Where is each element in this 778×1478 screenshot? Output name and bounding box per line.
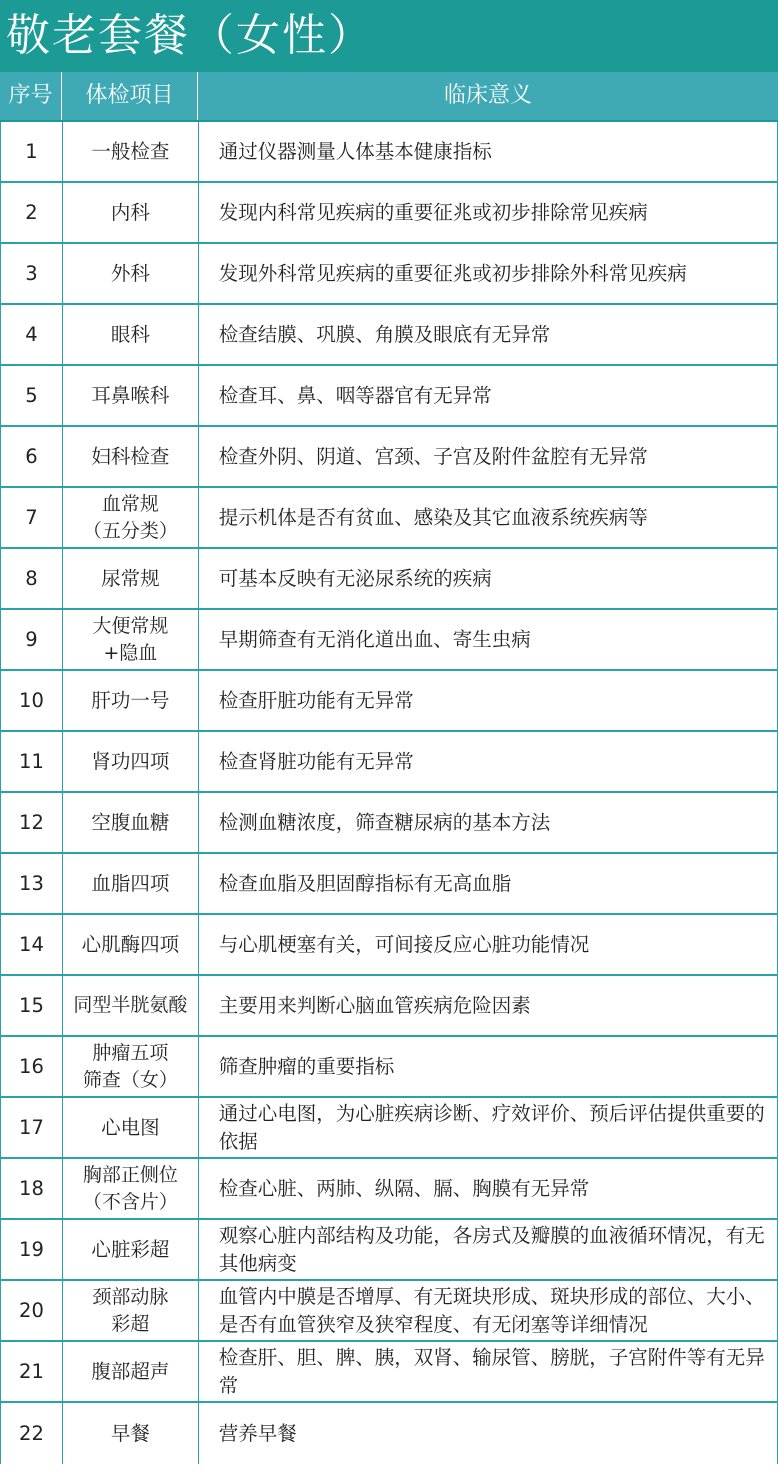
row-index: 20 bbox=[1, 1281, 63, 1340]
row-item: 心肌酶四项 bbox=[63, 915, 199, 974]
header-item: 体检项目 bbox=[62, 72, 198, 120]
table-row bbox=[1, 610, 778, 671]
row-meaning: 营养早餐 bbox=[199, 1403, 778, 1464]
row-item: 早餐 bbox=[63, 1403, 199, 1464]
row-index: 17 bbox=[1, 1098, 63, 1157]
row-item: 内科 bbox=[63, 183, 199, 242]
row-index: 11 bbox=[1, 732, 63, 791]
row-index: 14 bbox=[1, 915, 63, 974]
row-item: 耳鼻喉科 bbox=[63, 366, 199, 425]
table-row bbox=[1, 976, 778, 1037]
table-header bbox=[0, 72, 778, 122]
table-row bbox=[1, 366, 778, 427]
row-index: 2 bbox=[1, 183, 63, 242]
table-row bbox=[1, 1159, 778, 1220]
row-item: 眼科 bbox=[63, 305, 199, 364]
row-index: 21 bbox=[1, 1342, 63, 1401]
table-row bbox=[1, 854, 778, 915]
row-item: 颈部动脉 彩超 bbox=[63, 1281, 199, 1340]
row-meaning: 观察心脏内部结构及功能，各房式及瓣膜的血液循环情况，有无其他病变 bbox=[199, 1220, 778, 1279]
table-row bbox=[1, 305, 778, 366]
table-row bbox=[1, 1403, 778, 1464]
table-row bbox=[1, 549, 778, 610]
row-meaning: 检查肝、胆、脾、胰，双肾、输尿管、膀胱，子宫附件等有无异常 bbox=[199, 1342, 778, 1401]
row-item: 肿瘤五项 筛查（女） bbox=[63, 1037, 199, 1096]
table-row bbox=[1, 488, 778, 549]
row-meaning: 通过仪器测量人体基本健康指标 bbox=[199, 122, 778, 181]
row-item: 一般检查 bbox=[63, 122, 199, 181]
row-meaning: 主要用来判断心脑血管疾病危险因素 bbox=[199, 976, 778, 1035]
table-row bbox=[1, 1220, 778, 1281]
row-index: 9 bbox=[1, 610, 63, 669]
table-row bbox=[1, 671, 778, 732]
row-index: 16 bbox=[1, 1037, 63, 1096]
row-item: 血脂四项 bbox=[63, 854, 199, 913]
row-index: 1 bbox=[1, 122, 63, 181]
row-index: 3 bbox=[1, 244, 63, 303]
header-index: 序号 bbox=[0, 72, 62, 120]
table-row bbox=[1, 244, 778, 305]
row-index: 8 bbox=[1, 549, 63, 608]
row-index: 22 bbox=[1, 1403, 63, 1464]
row-item: 腹部超声 bbox=[63, 1342, 199, 1401]
row-meaning: 检查耳、鼻、咽等器官有无异常 bbox=[199, 366, 778, 425]
row-index: 19 bbox=[1, 1220, 63, 1279]
page-title-bar bbox=[0, 0, 778, 72]
row-meaning: 检查肾脏功能有无异常 bbox=[199, 732, 778, 791]
row-item: 肾功四项 bbox=[63, 732, 199, 791]
row-index: 10 bbox=[1, 671, 63, 730]
row-index: 13 bbox=[1, 854, 63, 913]
row-item: 心电图 bbox=[63, 1098, 199, 1157]
row-index: 7 bbox=[1, 488, 63, 547]
row-item: 外科 bbox=[63, 244, 199, 303]
row-index: 6 bbox=[1, 427, 63, 486]
row-item: 同型半胱氨酸 bbox=[63, 976, 199, 1035]
row-meaning: 检查心脏、两肺、纵隔、膈、胸膜有无异常 bbox=[199, 1159, 778, 1218]
row-meaning: 检查血脂及胆固醇指标有无高血脂 bbox=[199, 854, 778, 913]
row-index: 5 bbox=[1, 366, 63, 425]
page-title: 敬老套餐（女性） bbox=[6, 10, 374, 61]
row-item: 大便常规 +隐血 bbox=[63, 610, 199, 669]
table-row bbox=[1, 427, 778, 488]
row-item: 胸部正侧位 （不含片） bbox=[63, 1159, 199, 1218]
table-row bbox=[1, 1342, 778, 1403]
row-meaning: 提示机体是否有贫血、感染及其它血液系统疾病等 bbox=[199, 488, 778, 547]
row-item: 妇科检查 bbox=[63, 427, 199, 486]
table-row bbox=[1, 1037, 778, 1098]
header-meaning: 临床意义 bbox=[443, 83, 532, 108]
row-meaning: 血管内中膜是否增厚、有无斑块形成、斑块形成的部位、大小、是否有血管狭窄及狭窄程度、有无闭塞等详细情况 bbox=[199, 1281, 778, 1340]
table-row bbox=[1, 1098, 778, 1159]
row-meaning: 与心肌梗塞有关，可间接反应心脏功能情况 bbox=[199, 915, 778, 974]
row-index: 18 bbox=[1, 1159, 63, 1218]
row-meaning: 筛查肿瘤的重要指标 bbox=[199, 1037, 778, 1096]
table-row bbox=[1, 732, 778, 793]
row-index: 12 bbox=[1, 793, 63, 852]
row-meaning: 检查肝脏功能有无异常 bbox=[199, 671, 778, 730]
table-body bbox=[0, 122, 778, 1464]
row-meaning: 通过心电图，为心脏疾病诊断、疗效评价、预后评估提供重要的依据 bbox=[199, 1098, 778, 1157]
row-meaning: 发现外科常见疾病的重要征兆或初步排除外科常见疾病 bbox=[199, 244, 778, 303]
row-index: 15 bbox=[1, 976, 63, 1035]
table-row bbox=[1, 1281, 778, 1342]
row-item: 心脏彩超 bbox=[63, 1220, 199, 1279]
row-meaning: 可基本反映有无泌尿系统的疾病 bbox=[199, 549, 778, 608]
table-row bbox=[1, 915, 778, 976]
table-row bbox=[1, 122, 778, 183]
row-meaning: 早期筛查有无消化道出血、寄生虫病 bbox=[199, 610, 778, 669]
row-index: 4 bbox=[1, 305, 63, 364]
row-item: 血常规 （五分类） bbox=[63, 488, 199, 547]
table-row bbox=[1, 793, 778, 854]
row-meaning: 发现内科常见疾病的重要征兆或初步排除常见疾病 bbox=[199, 183, 778, 242]
row-meaning: 检查外阴、阴道、宫颈、子宫及附件盆腔有无异常 bbox=[199, 427, 778, 486]
table-row bbox=[1, 183, 778, 244]
row-item: 空腹血糖 bbox=[63, 793, 199, 852]
row-item: 肝功一号 bbox=[63, 671, 199, 730]
row-item: 尿常规 bbox=[63, 549, 199, 608]
row-meaning: 检测血糖浓度，筛查糖尿病的基本方法 bbox=[199, 793, 778, 852]
row-meaning: 检查结膜、巩膜、角膜及眼底有无异常 bbox=[199, 305, 778, 364]
